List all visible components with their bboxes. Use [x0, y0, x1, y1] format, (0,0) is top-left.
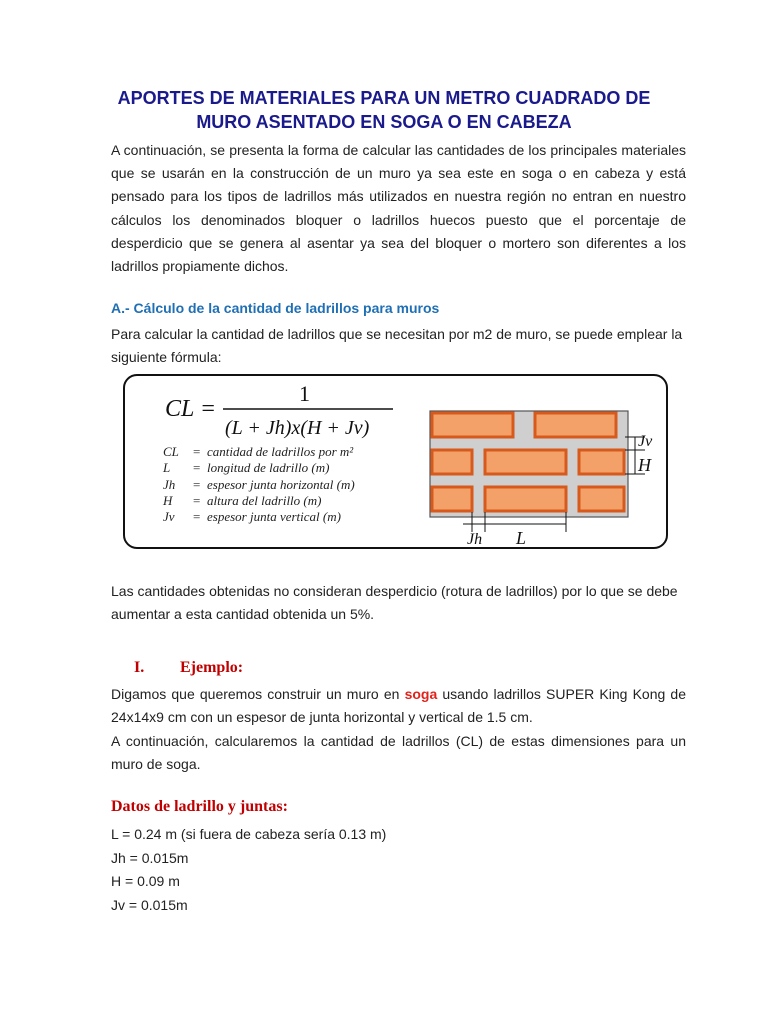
definition-symbol: Jv: [163, 509, 175, 525]
brick: [579, 450, 624, 474]
title-line-1: APORTES DE MATERIALES PARA UN METRO CUADRADO DE: [117, 88, 651, 108]
label-jh: Jh: [467, 531, 483, 548]
definition-symbol: H: [163, 492, 173, 508]
definition-symbol: L: [163, 460, 171, 476]
waste-note: Las cantidades obtenidas no consideran desperdicio (rotura de ladrillos) por lo que se debe aumentar a esta cantidad obtenida un 5%.: [111, 583, 678, 623]
definition-row: [163, 444, 355, 460]
formula-denominator: (L + Jh)x(H + Jv): [225, 417, 370, 439]
formula-lhs: CL =: [165, 396, 217, 422]
definitions-list: [163, 444, 355, 525]
brick: [579, 487, 624, 511]
example-text-2: A continuación, calcularemos la cantidad de ladrillos (CL) de estas dimensiones para un muro de soga.: [111, 733, 686, 773]
brick: [535, 413, 616, 437]
definition-symbol: CL: [163, 444, 179, 459]
definition-text: cantidad de ladrillos por m²: [207, 444, 354, 459]
datos-line: Jh = 0.015m: [111, 849, 189, 866]
datos-line: L = 0.24 m (si fuera de cabeza sería 0.13 m): [111, 826, 387, 842]
label-l: L: [516, 528, 527, 548]
formula-numerator: 1: [299, 381, 310, 406]
datos-heading: Datos de ladrillo y juntas:: [111, 798, 288, 815]
definition-symbol: Jh: [163, 476, 176, 492]
datos-list: [111, 823, 386, 917]
section-a-text: Para calcular la cantidad de ladrillos que se necesitan por m2 de muro, se puede emplear la siguiente fórmula:: [111, 326, 683, 366]
intro-paragraph: A continuación, se presenta la forma de calcular las cantidades de los principales materiales que se usarán en la construcción de un muro ya sea este en soga o en cabeza y está pensado para los tipos de ladrillos más utilizados en nuestra región no entran en nuestro cálculos los denominados bloquer o ladrillos huecos puesto que el porcentaje de desperdicio que se genera al asentar ya sea del bloquer o mortero son diferentes a los ladrillos propiamente dichos.: [111, 142, 686, 275]
brick: [485, 450, 566, 474]
page-title: [100, 86, 668, 134]
example-text-before: Digamos que queremos construir un muro en: [111, 686, 400, 702]
title-line-2: MURO ASENTADO EN SOGA O EN CABEZA: [196, 112, 572, 132]
definition-equals: =: [193, 476, 201, 492]
brick: [432, 487, 472, 511]
definition-row: [163, 509, 355, 525]
definition-row: [163, 460, 355, 476]
definition-equals: =: [193, 444, 201, 459]
definition-equals: =: [193, 492, 201, 508]
example-text: [111, 683, 686, 729]
definition-text: longitud de ladrillo (m): [207, 460, 330, 476]
datos-line: H = 0.09 m: [111, 873, 180, 890]
section-a-heading: A.- Cálculo de la cantidad de ladrillos para muros: [111, 300, 440, 316]
label-h: H: [638, 455, 651, 475]
definition-equals: =: [193, 509, 201, 525]
example-heading: Ejemplo:: [180, 659, 244, 676]
definition-equals: =: [193, 460, 201, 476]
label-jv: Jv: [638, 433, 653, 450]
brick: [485, 487, 566, 511]
brick-wall-diagram: [423, 404, 668, 549]
brick: [432, 450, 472, 474]
definition-row: [163, 477, 355, 493]
formula-fraction: [161, 378, 421, 442]
definition-text: altura del ladrillo (m): [207, 492, 322, 508]
example-numeral: I.: [134, 659, 145, 676]
datos-line: Jv = 0.015m: [111, 896, 188, 913]
definition-text: espesor junta vertical (m): [207, 509, 341, 525]
example-text-after: usando ladrillos SUPER King Kong de 24x14x9 cm con un espesor de junta horizontal y vertical de 1.5 cm.: [111, 686, 686, 726]
brick: [432, 413, 513, 437]
soga-highlight: soga: [404, 686, 438, 702]
formula-box: [123, 374, 668, 549]
definition-row: [163, 493, 355, 509]
definition-text: espesor junta horizontal (m): [207, 476, 355, 492]
